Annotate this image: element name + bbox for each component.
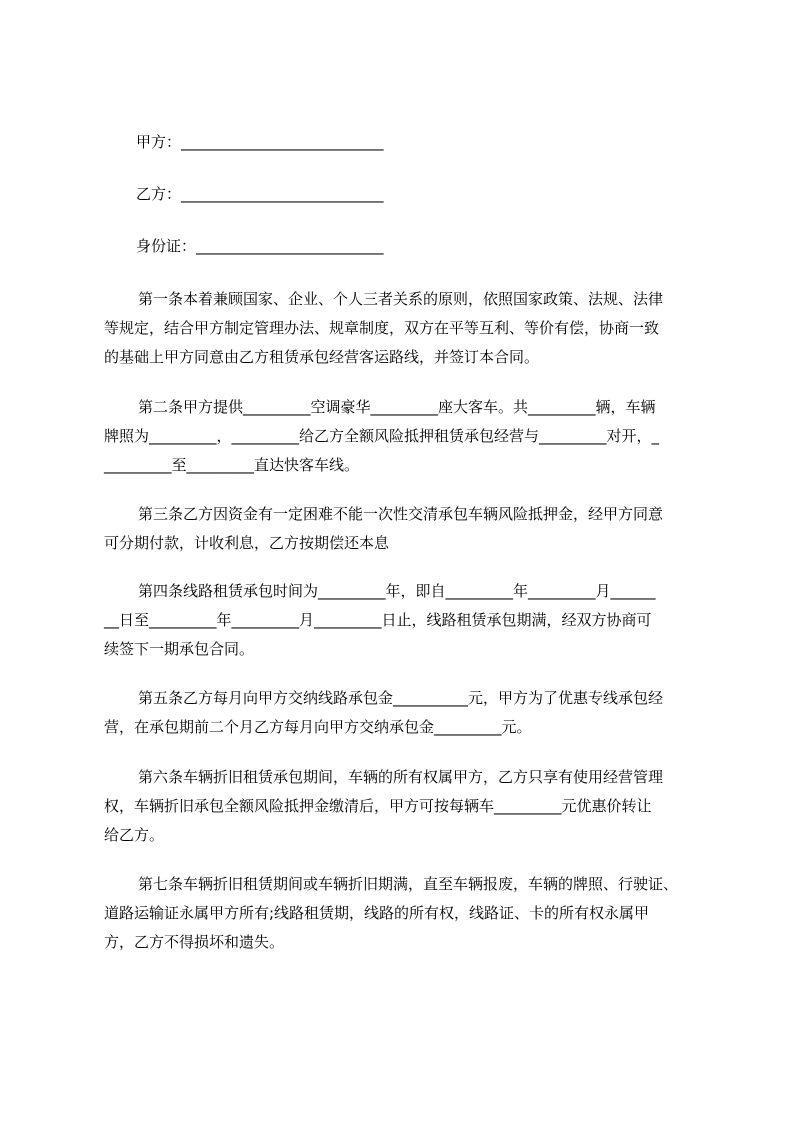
clause-line: _________至_________直达快客车线。	[104, 456, 360, 474]
clause-line: __日至_________年_________月_________日止，线路租赁承包期满，经双方协商可	[104, 611, 652, 629]
party-a-field	[136, 131, 384, 153]
clause-line: 第四条线路租赁承包时间为_________年，即自_________年_________月______	[138, 582, 656, 600]
clause-3	[104, 500, 700, 558]
clause-line: 给乙方。	[104, 826, 165, 844]
clause-line: 第三条乙方因资金有一定困难不能一次性交清承包车辆风险抵押金，经甲方同意	[138, 505, 664, 523]
clause-2	[104, 393, 700, 480]
id-card-blank: _________________________	[196, 237, 384, 255]
clause-line: 第六条车辆折旧租赁承包期间，车辆的所有权属甲方，乙方只享有使用经营管理	[138, 768, 664, 786]
clause-line: 第二条甲方提供_________空调豪华_________座大客车。共_________辆，车辆	[138, 398, 656, 416]
clause-line: 营，在承包期前二个月乙方每月向甲方交纳承包金_________元。	[104, 718, 532, 736]
clause-line: 的基础上甲方同意由乙方租赁承包经营客运路线，并签订本合同。	[104, 348, 540, 366]
clause-line: 等规定，结合甲方制定管理办法、规章制度，双方在平等互利、等价有偿，协商一致	[104, 319, 660, 337]
clause-line: 可分期付款，计收利息，乙方按期偿还本息	[104, 534, 390, 552]
clause-line: 道路运输证永属甲方所有;线路租赁期，线路的所有权，线路证、卡的所有权永属甲	[104, 904, 650, 922]
clause-line: 第五条乙方每月向甲方交纳线路承包金__________元，甲方为了优惠专线承包经	[138, 689, 664, 707]
party-b-label: 乙方：	[136, 185, 182, 203]
clause-4	[104, 577, 700, 664]
clause-line: 第一条本着兼顾国家、企业、个人三者关系的原则，依照国家政策、法规、法律	[138, 290, 664, 308]
clause-7	[104, 870, 700, 957]
clause-line: 方，乙方不得损坏和遗失。	[104, 933, 285, 951]
id-card-label: 身份证：	[136, 237, 197, 255]
clause-6	[104, 763, 700, 850]
id-card-field	[136, 235, 384, 257]
clause-line: 第七条车辆折旧租赁期间或车辆折旧期满，直至车辆报废，车辆的牌照、行驶证、	[138, 875, 679, 893]
party-a-label: 甲方：	[136, 133, 182, 151]
clause-line: 权，车辆折旧承包全额风险抵押金缴清后，甲方可按每辆车_________元优惠价转让	[104, 797, 652, 815]
clause-line: 续签下一期承包合同。	[104, 640, 255, 658]
clause-1	[104, 285, 700, 372]
party-b-field	[136, 183, 384, 205]
clause-5	[104, 684, 700, 742]
party-a-blank: ___________________________	[181, 133, 384, 151]
clause-line: 牌照为_________，_________给乙方全额风险抵押租赁承包经营与_________对开，_	[104, 427, 660, 445]
party-b-blank: ___________________________	[181, 185, 384, 203]
